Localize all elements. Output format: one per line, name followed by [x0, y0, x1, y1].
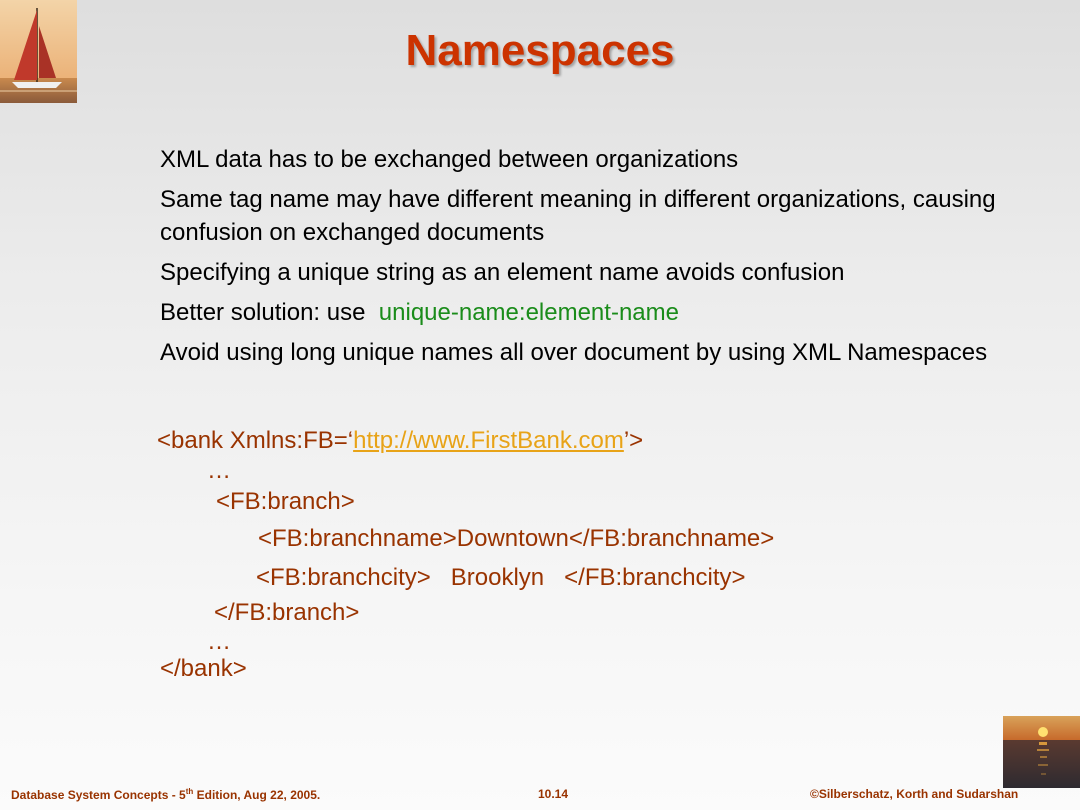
- footer-text: Database System Concepts - 5: [11, 788, 186, 802]
- footer-copyright: ©Silberschatz, Korth and Sudarshan: [810, 787, 1019, 801]
- code-ellipsis: …: [207, 628, 231, 655]
- code-line: <FB:branch>: [216, 488, 355, 515]
- highlight-text: unique-name:element-name: [378, 299, 679, 326]
- bullet-text: Better solution: use: [160, 299, 366, 326]
- footer-text: Edition, Aug 22, 2005.: [193, 788, 321, 802]
- code-line: <FB:branchcity> Brooklyn </FB:branchcity>: [256, 564, 746, 591]
- bullet-list: [160, 143, 1040, 374]
- bullet-item: Same tag name may have different meaning in different organizations, causing confusion on exchanged documents: [160, 186, 996, 246]
- code-line: [157, 426, 643, 456]
- bullet-item: XML data has to be exchanged between organizations: [160, 146, 739, 173]
- code-text: <bank Xmlns:FB=‘: [157, 427, 354, 454]
- namespace-link[interactable]: http://www.FirstBank.com: [353, 427, 624, 454]
- footer-page-number: 10.14: [538, 787, 569, 801]
- slide-title: Namespaces: [405, 26, 675, 75]
- sunset-logo-icon: [1003, 716, 1080, 788]
- bullet-item: [160, 296, 1040, 329]
- footer-book-title: [11, 787, 320, 802]
- code-text: ’>: [623, 427, 644, 454]
- code-line: </bank>: [160, 655, 247, 682]
- code-ellipsis: …: [207, 457, 231, 484]
- bullet-item: Avoid using long unique names all over document by using XML Namespaces: [160, 339, 988, 366]
- code-line: <FB:branchname>Downtown</FB:branchname>: [258, 525, 775, 552]
- footer-superscript: th: [185, 787, 194, 796]
- code-line: </FB:branch>: [214, 599, 360, 626]
- bullet-item: Specifying a unique string as an element name avoids confusion: [160, 259, 845, 286]
